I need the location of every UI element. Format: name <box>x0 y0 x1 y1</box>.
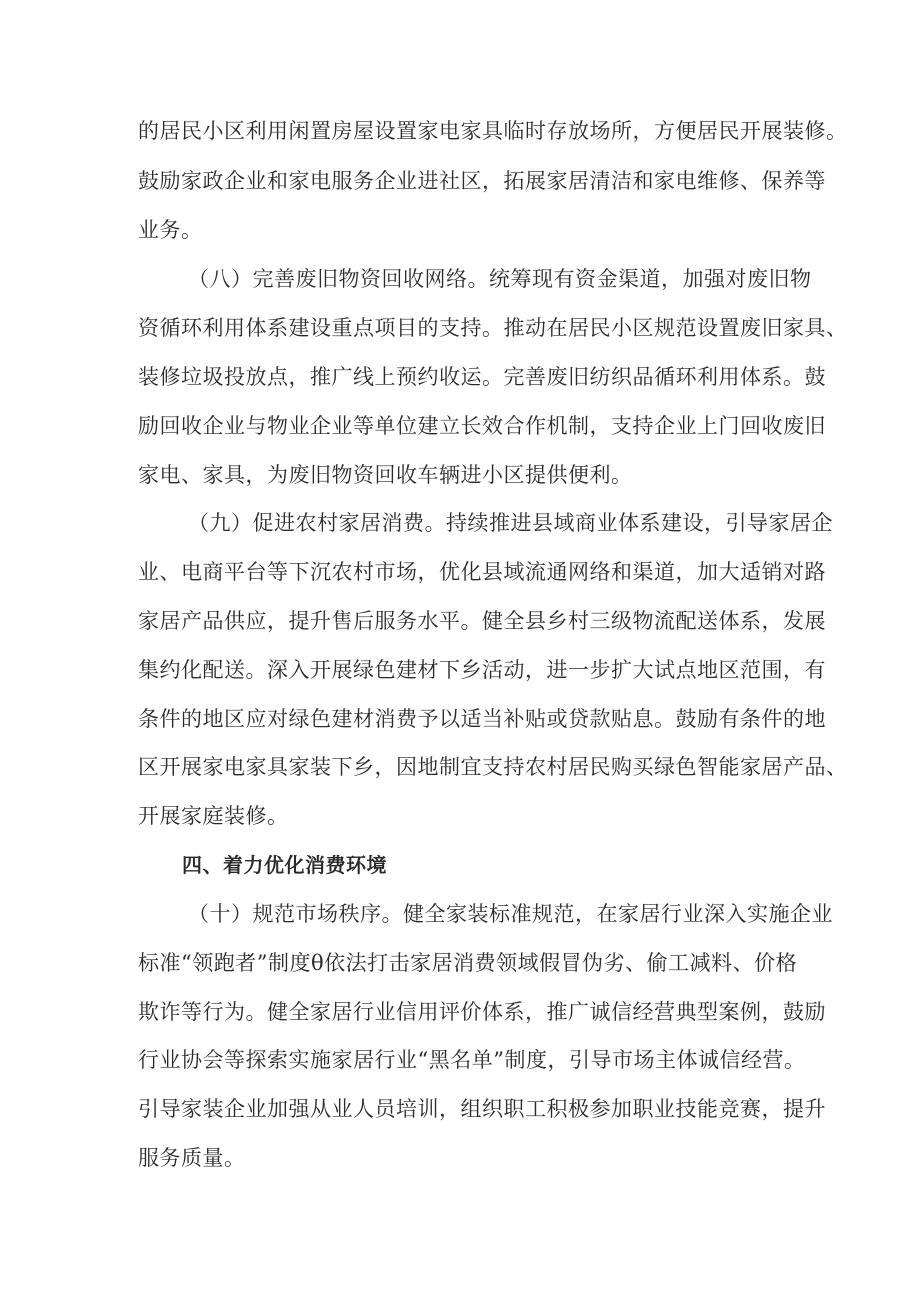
text-line: 家电、家具，为废旧物资回收车辆进小区提供便利。 <box>138 463 633 487</box>
text-line: （九）促进农村家居消费。持续推进县域商业体系建设，引导家居企 <box>188 511 833 535</box>
section-heading: 四、着力优化消费环境 <box>182 853 387 877</box>
text-line: 欺诈等行为。健全家居行业信用评价体系，推广诚信经营典型案例，鼓励 <box>138 1000 826 1024</box>
text-line: 业、电商平台等下沉农村市场，优化县域流通网络和渠道，加大适销对路 <box>138 560 826 584</box>
text-line: 家居产品供应，提升售后服务水平。健全县乡村三级物流配送体系，发展 <box>138 609 826 633</box>
text-line: 资循环利用体系建设重点项目的支持。推动在居民小区规范设置废旧家具、 <box>138 316 848 340</box>
text-line: （八）完善废旧物资回收网络。统筹现有资金渠道，加强对废旧物 <box>188 267 812 291</box>
text-line: （十）规范市场秩序。健全家装标准规范，在家居行业深入实施企业 <box>188 902 833 926</box>
text-line: 行业协会等探索实施家居行业“黑名单”制度，引导市场主体诚信经营。 <box>138 1048 806 1072</box>
text-line: 装修垃圾投放点，推广线上预约收运。完善废旧纺织品循环利用体系。鼓 <box>138 365 826 389</box>
text-line: 引导家装企业加强从业人员培训，组织职工积极参加职业技能竞赛，提升 <box>138 1097 826 1121</box>
text-line: 鼓励家政企业和家电服务企业进社区，拓展家居清洁和家电维修、保养等 <box>138 169 826 193</box>
text-line: 开展家庭装修。 <box>138 804 289 828</box>
text-line: 标准“领跑者”制度θ依法打击家居消费领域假冒伪劣、偷工减料、价格 <box>138 951 798 975</box>
text-line: 区开展家电家具家装下乡，因地制宜支持农村居民购买绿色智能家居产品、 <box>138 755 848 779</box>
text-line: 业务。 <box>138 218 203 242</box>
text-line: 条件的地区应对绿色建材消费予以适当补贴或贷款贴息。鼓励有条件的地 <box>138 707 826 731</box>
text-line: 集约化配送。深入开展绿色建材下乡活动，进一步扩大试点地区范围，有 <box>138 658 826 682</box>
text-line: 服务质量。 <box>138 1146 246 1170</box>
text-line: 励回收企业与物业企业等单位建立长效合作机制，支持企业上门回收废旧 <box>138 414 826 438</box>
text-line: 的居民小区利用闲置房屋设置家电家具临时存放场所，方便居民开展装修。 <box>138 119 848 143</box>
